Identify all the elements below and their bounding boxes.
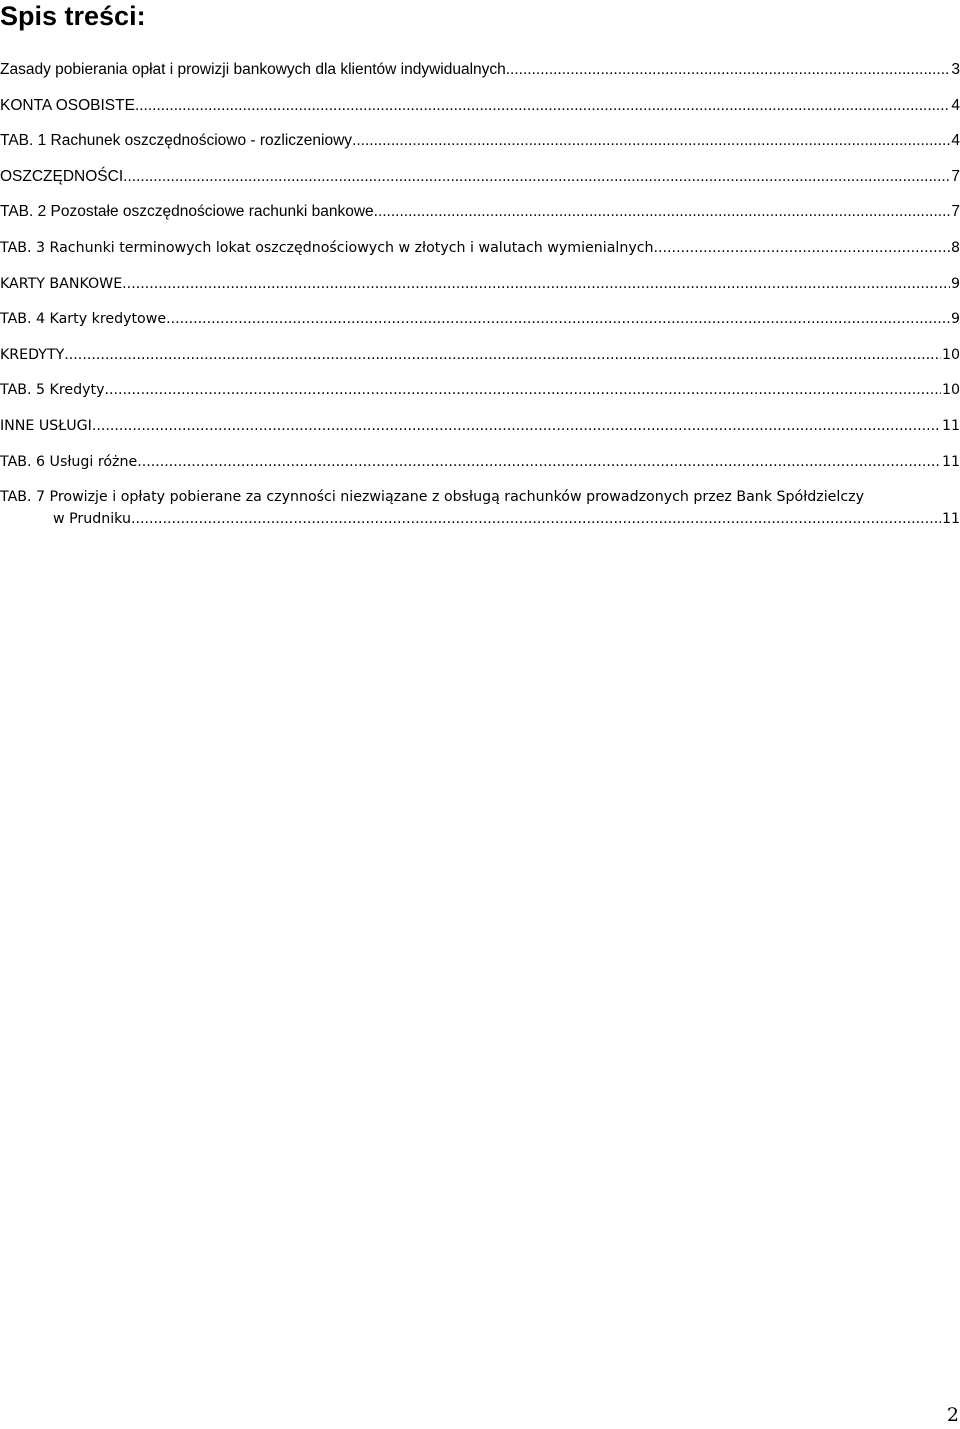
toc-entry-label: TAB. 1 Rachunek oszczędnościowo - rozliczeniowy [0, 132, 353, 150]
toc-leader-dots [135, 95, 950, 117]
toc-entry-tab-5[interactable] [0, 379, 960, 415]
toc-entry-label: KARTY BANKOWE [0, 275, 123, 292]
toc-entry-page: 11 [941, 417, 960, 434]
toc-entry-page: 8 [950, 239, 960, 256]
toc-entry-tab-7[interactable] [0, 486, 960, 530]
page-number: 2 [946, 1404, 959, 1426]
toc-entry-karty-bankowe[interactable] [0, 273, 960, 309]
page-title: Spis treści: [0, 1, 146, 31]
toc-entry-tab-6[interactable] [0, 451, 960, 487]
toc-entry-label: TAB. 2 Pozostałe oszczędnościowe rachunki bankowe [0, 203, 374, 221]
toc-leader-dots [506, 59, 951, 81]
toc-leader-dots [123, 166, 950, 188]
toc-entry-konta-osobiste[interactable] [0, 95, 960, 131]
toc-entry-page: 9 [950, 311, 960, 328]
toc-leader-dots [352, 130, 950, 152]
toc-entry-page: 4 [951, 132, 960, 150]
toc-entry-zasady[interactable] [0, 59, 960, 95]
toc-entry-label: TAB. 5 Kredyty [0, 382, 105, 399]
toc-entry-page: 11 [941, 511, 960, 528]
toc-leader-dots [374, 201, 951, 223]
toc-entry-page: 10 [941, 382, 960, 399]
toc-entry-label: TAB. 4 Karty kredytowe [0, 311, 167, 328]
toc-entry-page: 4 [951, 96, 960, 114]
toc-entry-label: Zasady pobierania opłat i prowizji bankowych dla klientów indywidualnych [0, 61, 506, 78]
toc-entry-label: OSZCZĘDNOŚCI [0, 167, 124, 185]
toc-entry-page: 9 [950, 275, 960, 292]
toc-entry-label-continued: w Prudniku [53, 511, 131, 528]
toc-entry-page: 3 [951, 61, 960, 78]
toc-leader-dots [92, 415, 941, 437]
toc-entry-continuation [0, 508, 960, 530]
table-of-contents [0, 59, 960, 530]
toc-leader-dots [64, 344, 941, 366]
toc-entry-tab-2[interactable] [0, 201, 960, 237]
toc-entry-inne-uslugi[interactable] [0, 415, 960, 451]
toc-entry-kredyty[interactable] [0, 344, 960, 380]
toc-leader-dots [654, 237, 950, 259]
toc-leader-dots [104, 379, 940, 401]
toc-entry-page: 7 [951, 203, 960, 221]
toc-entry-tab-3[interactable] [0, 237, 960, 273]
toc-entry-label: TAB. 3 Rachunki terminowych lokat oszczędnościowych w złotych i walutach wymienialnych [0, 239, 654, 256]
toc-entry-label: INNE USŁUGI [0, 417, 92, 434]
toc-entry-oszczednosci[interactable] [0, 166, 960, 202]
toc-entry-label: KONTA OSOBISTE [0, 96, 135, 114]
toc-entry-label: TAB. 6 Usługi różne [0, 453, 138, 470]
toc-leader-dots [137, 451, 941, 473]
toc-entry-label: KREDYTY [0, 346, 65, 363]
toc-leader-dots [122, 273, 950, 295]
toc-leader-dots [166, 308, 950, 330]
toc-entry-page: 11 [941, 453, 960, 470]
toc-entry-tab-1[interactable] [0, 130, 960, 166]
toc-entry-page: 10 [941, 346, 960, 363]
toc-leader-dots [131, 508, 941, 530]
toc-entry-tab-4[interactable] [0, 308, 960, 344]
toc-entry-label: TAB. 7 Prowizje i opłaty pobierane za czynności niezwiązane z obsługą rachunków prowadzonych przez Bank Spółdzielczy [0, 489, 864, 506]
toc-entry-page: 7 [951, 167, 960, 185]
